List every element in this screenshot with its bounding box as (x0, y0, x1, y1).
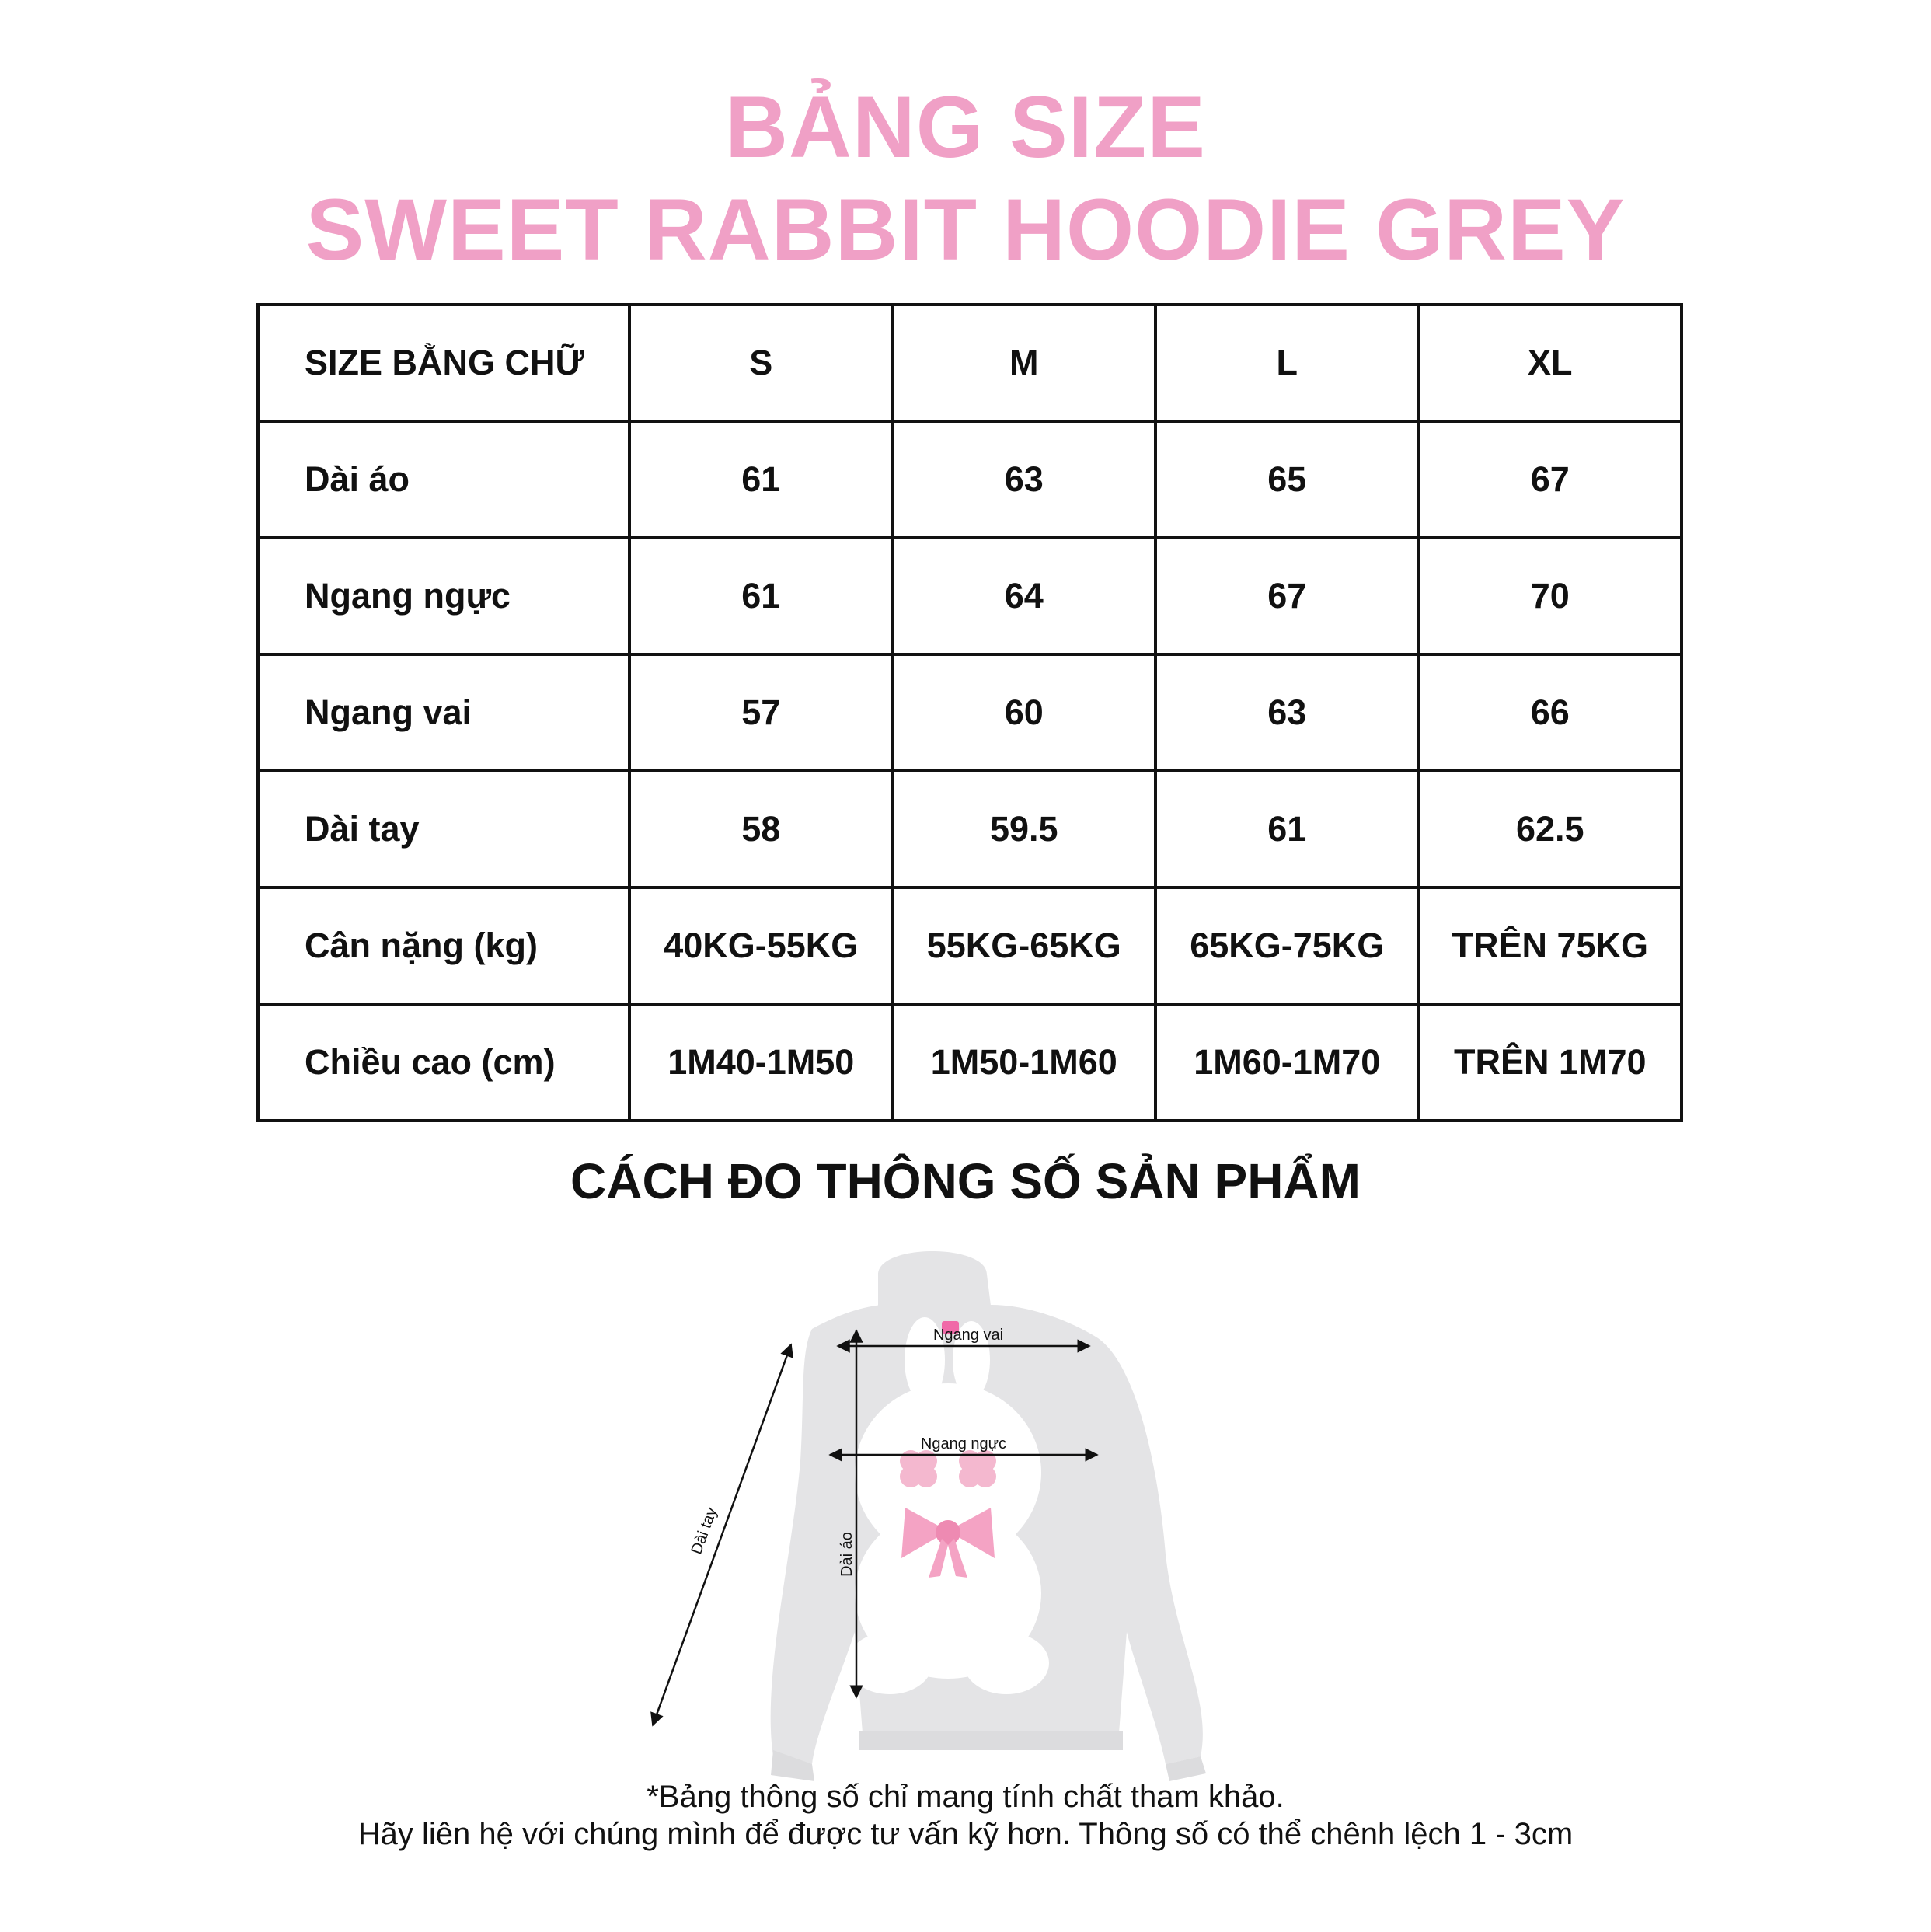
table-cell: 70 (1419, 538, 1682, 654)
table-cell: 67 (1419, 421, 1682, 538)
measure-section-title: CÁCH ĐO THÔNG SỐ SẢN PHẨM (570, 1153, 1361, 1209)
table-cell: 61 (629, 538, 893, 654)
table-cell: 55KG-65KG (893, 888, 1156, 1004)
table-row (258, 888, 1682, 1004)
row-label: Chiều cao (cm) (258, 1004, 629, 1121)
table-cell: 61 (629, 421, 893, 538)
table-cell: TRÊN 75KG (1419, 888, 1682, 1004)
table-cell: 40KG-55KG (629, 888, 893, 1004)
header-cell: M (893, 305, 1156, 421)
table-cell: 59.5 (893, 771, 1156, 888)
sleeve-label: Dài tay (688, 1505, 721, 1557)
size-table (256, 303, 1683, 1122)
row-label: Dài tay (258, 771, 629, 888)
shoulder-label: Ngang vai (932, 1327, 1004, 1344)
contact-note: Hãy liên hệ với chúng mình để được tư vấn kỹ hơn. Thông số có thể chênh lệch 1 - 3cm (357, 1817, 1574, 1851)
table-cell: 62.5 (1419, 771, 1682, 888)
table-row (258, 538, 1682, 654)
sleeve-arrow (653, 1344, 791, 1725)
table-header-row (258, 305, 1682, 421)
row-label: Ngang ngực (258, 538, 629, 654)
header-cell: SIZE BẰNG CHỮ (258, 305, 629, 421)
header-cell: S (629, 305, 893, 421)
table-cell: 1M50-1M60 (893, 1004, 1156, 1121)
table-cell: 65KG-75KG (1155, 888, 1419, 1004)
table-cell: 64 (893, 538, 1156, 654)
row-label: Ngang vai (258, 654, 629, 771)
table-cell: 1M40-1M50 (629, 1004, 893, 1121)
table-cell: TRÊN 1M70 (1419, 1004, 1682, 1121)
hoodie-measurement-diagram (622, 1228, 1321, 1787)
page-title-line-2: SWEET RABBIT HOODIE GREY (305, 181, 1626, 278)
table-cell: 61 (1155, 771, 1419, 888)
row-label: Cân nặng (kg) (258, 888, 629, 1004)
table-cell: 63 (893, 421, 1156, 538)
table-cell: 1M60-1M70 (1155, 1004, 1419, 1121)
table-row (258, 1004, 1682, 1121)
table-row (258, 654, 1682, 771)
table-row (258, 771, 1682, 888)
table-cell: 57 (629, 654, 893, 771)
table-cell: 67 (1155, 538, 1419, 654)
table-cell: 66 (1419, 654, 1682, 771)
table-cell: 65 (1155, 421, 1419, 538)
row-label: Dài áo (258, 421, 629, 538)
header-cell: XL (1419, 305, 1682, 421)
table-cell: 63 (1155, 654, 1419, 771)
table-cell: 60 (893, 654, 1156, 771)
disclaimer-note: *Bảng thông số chỉ mang tính chất tham khảo. (647, 1780, 1284, 1814)
hoodie-illustration (622, 1228, 1321, 1787)
table-row (258, 421, 1682, 538)
header-cell: L (1155, 305, 1419, 421)
page-title-line-1: BẢNG SIZE (725, 78, 1206, 176)
chest-label: Ngang ngực (920, 1435, 1007, 1452)
length-label: Dài áo (838, 1532, 856, 1577)
table-cell: 58 (629, 771, 893, 888)
